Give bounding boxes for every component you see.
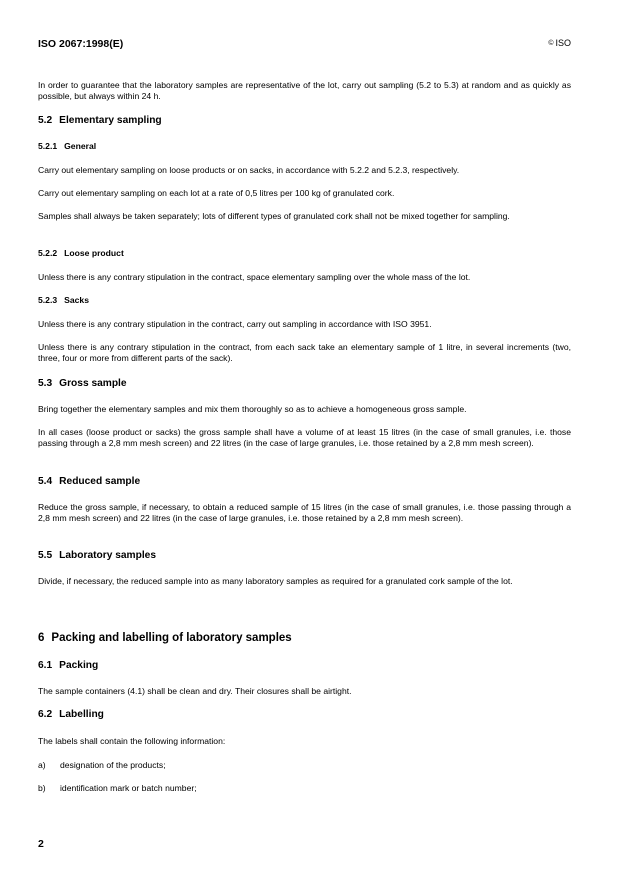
copyright-symbol: © <box>548 40 554 47</box>
list-item <box>38 783 571 794</box>
paragraph: Carry out elementary sampling on each lot at a rate of 0,5 litres per 100 kg of granulated cork. <box>38 188 395 198</box>
section-5-3-heading <box>38 377 571 390</box>
list-item-text: designation of the products; <box>60 760 166 770</box>
section-6-1-heading <box>38 659 571 672</box>
section-title: General <box>64 141 97 151</box>
list-marker: b) <box>38 783 46 793</box>
section-title: Loose product <box>64 248 124 258</box>
section-number: 6 <box>38 632 45 644</box>
section-title: Packing <box>59 660 99 671</box>
paragraph: Reduce the gross sample, if necessary, to obtain a reduced sample of 15 litres (in the case of small granules, i.e. those passing through a 2,8 mm mesh screen) and 22 litres (in the case of large granules, i.e. those retained by a 2,8 mm mesh screen). <box>38 502 571 523</box>
section-number: 6.2 <box>38 709 53 720</box>
list-item-text: identification mark or batch number; <box>60 783 197 793</box>
section-number: 5.2.1 <box>38 141 58 151</box>
section-title: Sacks <box>64 295 89 305</box>
paragraph: Unless there is any contrary stipulation in the contract, carry out sampling in accordance with ISO 3951. <box>38 319 432 329</box>
section-5-2-heading <box>38 114 571 127</box>
standard-reference: ISO 2067:1998(E) <box>38 38 124 50</box>
intro-paragraph: In order to guarantee that the laboratory samples are representative of the lot, carry out sampling (5.2 to 5.3) at random and as quickly as possible, but always within 24 h. <box>38 80 571 101</box>
section-number: 5.4 <box>38 476 53 487</box>
section-title: Elementary sampling <box>59 115 162 126</box>
section-5-2-2-heading <box>38 248 571 259</box>
section-number: 5.3 <box>38 378 53 389</box>
section-title: Labelling <box>59 709 104 720</box>
section-number: 5.2 <box>38 115 53 126</box>
paragraph: Unless there is any contrary stipulation in the contract, space elementary sampling over the whole mass of the lot. <box>38 272 471 282</box>
paragraph: Samples shall always be taken separately; lots of different types of granulated cork shall not be mixed together for sampling. <box>38 211 510 221</box>
section-title: Gross sample <box>59 378 127 389</box>
section-5-2-1-heading <box>38 141 571 152</box>
paragraph: In all cases (loose product or sacks) the gross sample shall have a volume of at least 15 litres (in the case of small granules, i.e. those passing through a 2,8 mm mesh screen) and 22 litres (in the case of large granules, i.e. those retained by a 2,8 mm mesh screen). <box>38 427 571 448</box>
page-number: 2 <box>38 838 44 850</box>
paragraph: Divide, if necessary, the reduced sample into as many laboratory samples as required for a granulated cork sample of the lot. <box>38 576 513 586</box>
copyright-notice <box>548 38 571 48</box>
section-5-2-3-heading <box>38 295 571 306</box>
copyright-holder: ISO <box>555 38 571 48</box>
paragraph: The labels shall contain the following information: <box>38 736 226 746</box>
paragraph: Carry out elementary sampling on loose products or on sacks, in accordance with 5.2.2 and 5.2.3, respectively. <box>38 165 460 175</box>
section-title: Packing and labelling of laboratory samples <box>51 632 292 644</box>
section-number: 5.2.2 <box>38 248 58 258</box>
section-title: Reduced sample <box>59 476 141 487</box>
section-5-4-heading <box>38 475 571 488</box>
paragraph: The sample containers (4.1) shall be clean and dry. Their closures shall be airtight. <box>38 686 352 696</box>
section-title: Laboratory samples <box>59 550 156 561</box>
section-5-5-heading <box>38 549 571 562</box>
section-number: 5.5 <box>38 550 53 561</box>
paragraph: Bring together the elementary samples and mix them thoroughly so as to achieve a homogeneous gross sample. <box>38 404 467 414</box>
section-number: 6.1 <box>38 660 53 671</box>
paragraph: Unless there is any contrary stipulation in the contract, from each sack take an elementary sample of 1 litre, in several increments (two, three, four or more from different parts of the sack). <box>38 342 571 363</box>
section-6-heading <box>38 631 571 645</box>
section-6-2-heading <box>38 708 571 721</box>
list-item <box>38 760 571 771</box>
list-marker: a) <box>38 760 46 770</box>
section-number: 5.2.3 <box>38 295 58 305</box>
